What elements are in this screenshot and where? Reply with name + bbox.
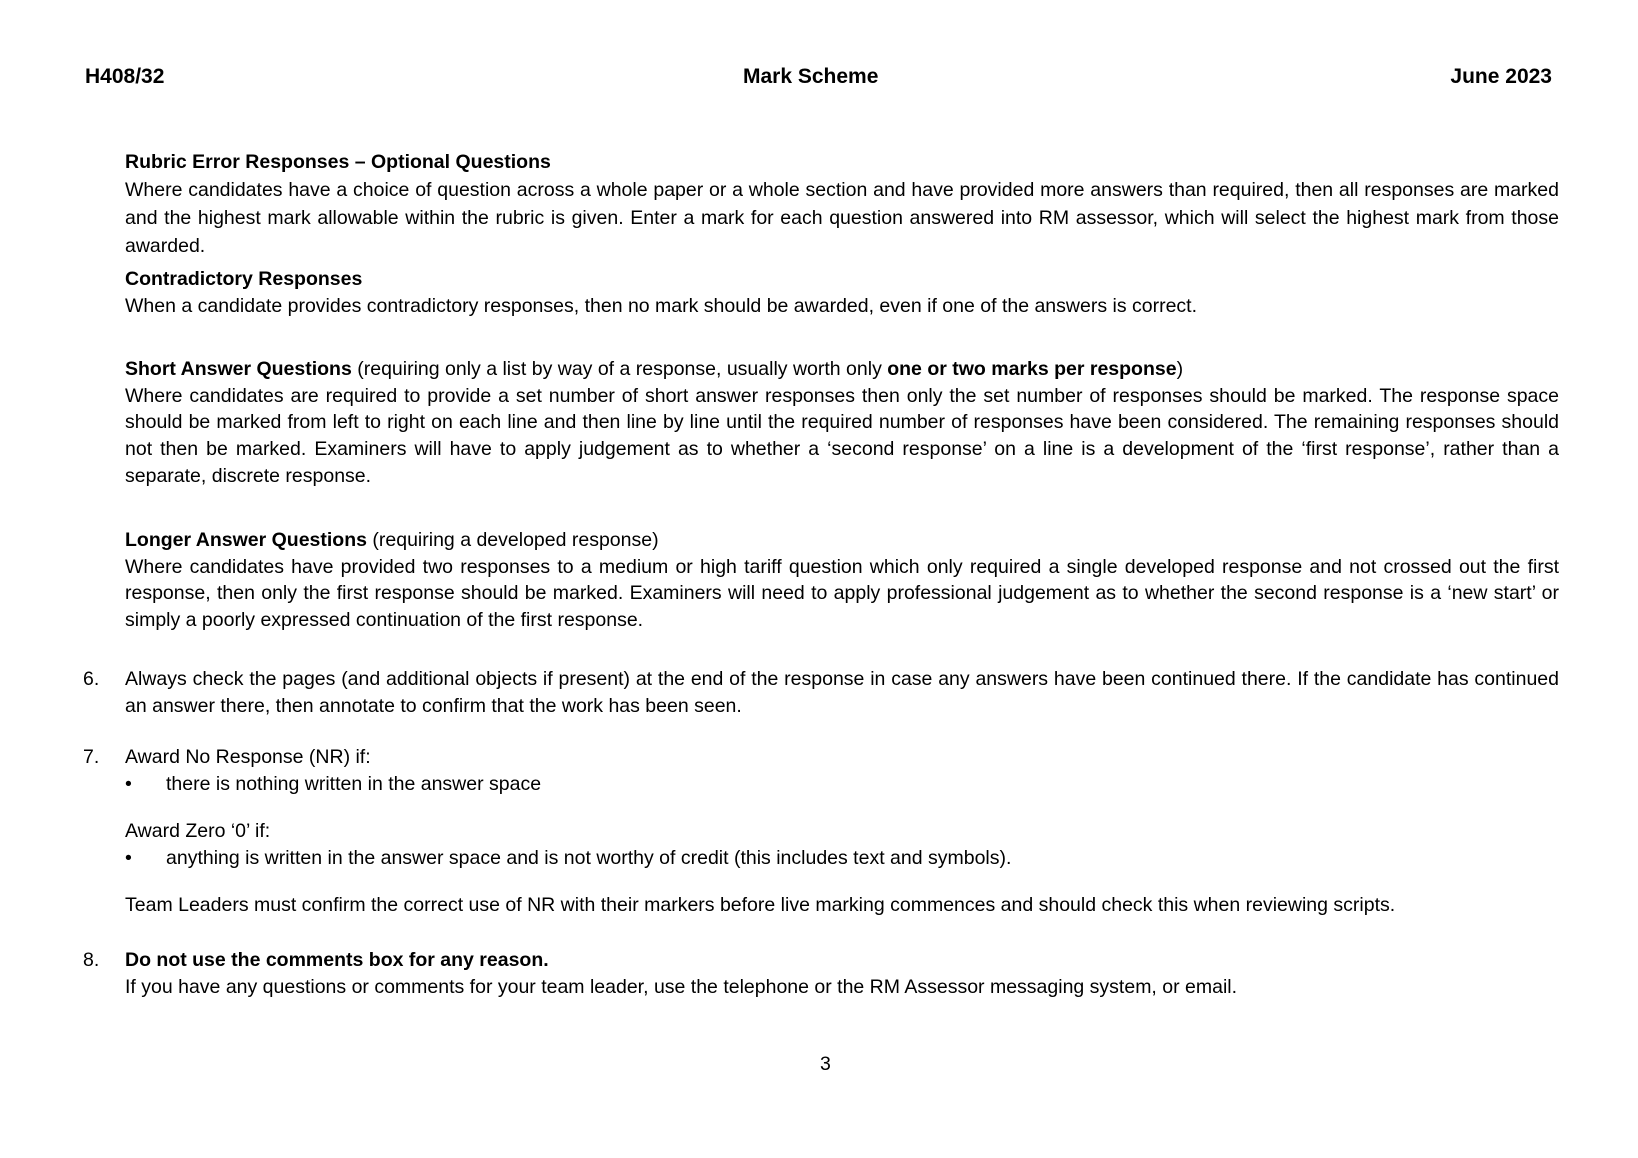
paper-code: H408/32 xyxy=(85,65,165,88)
longer-answer-text: Where candidates have provided two responses to a medium or high tariff question which only required a single developed response and not crossed out the first response, then only the first response should be marked. Examiners will need to apply professional judgement as to whether the second response is a ‘new start’ or simply a poorly expressed continuation of the first response. xyxy=(125,555,1559,632)
short-answer-sub-bold: one or two marks per response xyxy=(887,358,1177,380)
item-8-heading: Do not use the comments box for any reason. xyxy=(125,949,549,971)
rubric-heading: Rubric Error Responses – Optional Questions xyxy=(125,151,551,173)
short-answer-text: Where candidates are required to provide a set number of short answer responses then only the set number of responses should be marked. The response space should be marked from left to right on each line and then line by line until the required number of responses have been considered. The remaining responses should not then be marked. Examiners will have to apply judgement as to whether a ‘second response’ on a line is a development of the ‘first response’, rather than a separate, discrete response. xyxy=(125,384,1559,487)
item-8-text: If you have any questions or comments for your team leader, use the telephone or the RM Assessor messaging system, or email. xyxy=(125,976,1238,998)
longer-answer-section xyxy=(125,527,1559,634)
longer-answer-sub: (requiring a developed response) xyxy=(366,529,659,551)
bullet-icon: • xyxy=(125,847,132,869)
nr-bullet-text: there is nothing written in the answer space xyxy=(166,773,542,795)
longer-answer-heading: Longer Answer Questions xyxy=(125,529,367,551)
contradictory-text: When a candidate provides contradictory responses, then no mark should be awarded, even if one of the answers is correct. xyxy=(125,294,1198,317)
longer-answer-heading-line xyxy=(125,527,1559,554)
bullet-icon: • xyxy=(125,773,132,795)
zero-label: Award Zero ‘0’ if: xyxy=(125,820,271,842)
item-6-number: 6. xyxy=(83,668,100,690)
contradictory-section xyxy=(125,266,1559,319)
rubric-text: Where candidates have a choice of question across a whole paper or a whole section and have provided more answers than required, then all responses are marked and the highest mark allowable within the rubric is given. Enter a mark for each question answered into RM assessor, which will select the highest mark from those awarded. xyxy=(125,178,1559,257)
item-7-number: 7. xyxy=(83,746,100,768)
item-8-number: 8. xyxy=(83,949,100,971)
contradictory-heading: Contradictory Responses xyxy=(125,268,363,290)
rubric-section xyxy=(125,149,1559,260)
short-answer-heading-line xyxy=(125,356,1559,383)
short-answer-heading: Short Answer Questions xyxy=(125,358,352,380)
short-answer-sub-pre: (requiring only a list by way of a response, usually worth only xyxy=(351,358,888,380)
item-6-text: Always check the pages (and additional objects if present) at the end of the response in case any answers have been continued there. If the candidate has continued an answer there, then annotate to confirm that the work has been seen. xyxy=(125,668,1559,717)
short-answer-sub-post: ) xyxy=(1176,358,1184,380)
header-title: Mark Scheme xyxy=(743,65,879,88)
page-number: 3 xyxy=(820,1053,831,1075)
zero-bullet-text: anything is written in the answer space and is not worthy of credit (this includes text and symbols). xyxy=(166,847,1012,869)
nr-label: Award No Response (NR) if: xyxy=(125,746,371,768)
header-date: June 2023 xyxy=(1450,65,1552,88)
short-answer-section xyxy=(125,356,1559,490)
team-leaders-text: Team Leaders must confirm the correct use of NR with their markers before live marking commences and should check this when reviewing scripts. xyxy=(125,894,1396,916)
